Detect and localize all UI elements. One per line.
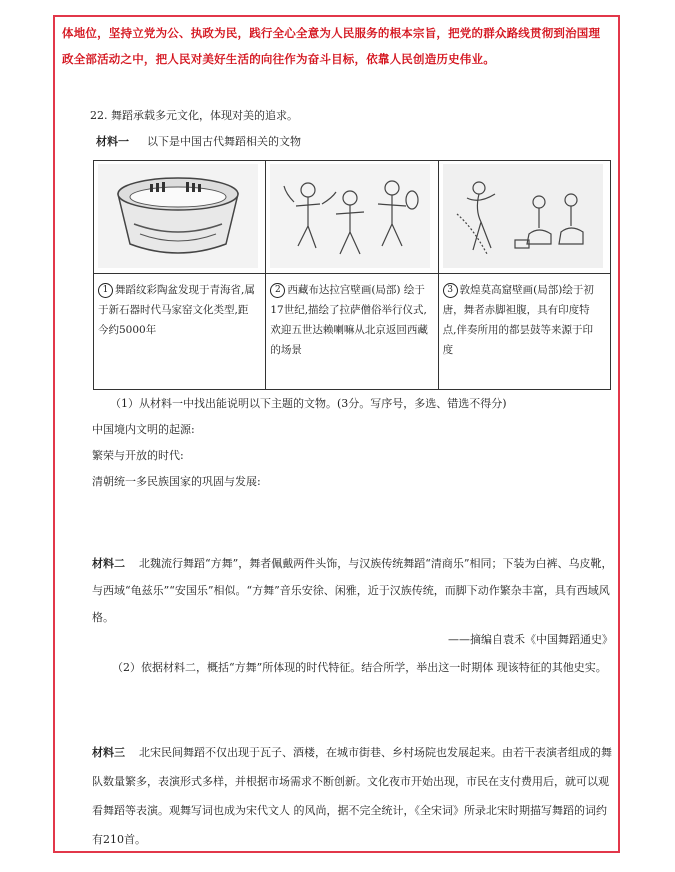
banner-line-2: 政全部活动之中，把人民对美好生活的向往作为奋斗目标，依靠人民创造历史伟业。 [62, 52, 495, 66]
dunhuang-mural-image [443, 164, 603, 268]
part-1-question: （1）从材料一中找出能说明以下主题的文物。(3分。写序号，多选、错选不得分) [110, 397, 507, 410]
pottery-basin-image [98, 164, 258, 268]
material-1-intro: 以下是中国古代舞蹈相关的文物 [147, 135, 301, 148]
answer-line-qing: 清朝统一多民族国家的巩固与发展: [92, 475, 261, 488]
material-1-label: 材料一 [96, 135, 129, 148]
banner-line-1: 体地位，坚持立党为公、执政为民，践行全心全意为人民服务的根本宗旨，把党的群众路线贯彻到治国理 [62, 26, 601, 40]
material-2-label: 材料二 [92, 557, 125, 570]
banner-text [62, 20, 617, 72]
material-2-source: ——摘编自袁禾《中国舞蹈通史》 [448, 633, 613, 646]
artifact-caption-2: 2 西藏布达拉宫壁画(局部) 绘于17世纪,描绘了拉萨僧俗举行仪式,欢迎五世达赖喇嘛从北京返回西藏的场景 [266, 274, 438, 390]
artifact-image-cell-1 [94, 161, 266, 274]
potala-mural-image [270, 164, 430, 268]
material-3-label: 材料三 [92, 746, 125, 759]
answer-line-origin: 中国境内文明的起源: [92, 423, 195, 436]
artifact-image-cell-3 [438, 161, 610, 274]
artifact-caption-3: 3 敦煌莫高窟壁画(局部)绘于初唐，舞者赤脚袒腹，具有印度特点,伴奏所用的都昙鼓等来源于印度 [438, 274, 610, 390]
material-3-text: 北宋民间舞蹈不仅出现于瓦子、酒楼，在城市街巷、乡村场院也发展起来。由若干表演者组成的舞队数量繁多，表演形式多样，并根据市场需求不断创新。文化夜市开始出现，市民在支付费用后，就可以观看舞蹈等表演。观舞写词也成为宋代文人 的风尚，据不完全统计，《全宋词》所录北宋时期描写舞蹈的词约有210首。 [92, 746, 612, 846]
material-1-header [96, 134, 301, 150]
material-2-text: 北魏流行舞蹈“方舞”，舞者佩戴两件头饰，与汉族传统舞蹈“清商乐”相同；下装为白裤、乌皮靴，与西域“龟兹乐”“安国乐”相似。“方舞”音乐安徐、闲雅，近于汉族传统，而脚下动作繁杂丰富，具有西域风格。 [92, 557, 613, 624]
question-22 [90, 108, 298, 124]
question-number: 22. [90, 109, 108, 122]
material-3 [92, 738, 617, 854]
part-2-question: （2）依据材料二，概括“方舞”所体现的时代特征。结合所学，举出这一时期体 现该特征的其他史实。 [112, 661, 607, 674]
artifact-image-cell-2 [266, 161, 438, 274]
question-stem: 舞蹈承载多元文化，体现对美的追求。 [111, 109, 298, 122]
artifact-caption-1: 1 舞蹈纹彩陶盆发现于青海省,属于新石器时代马家窑文化类型,距今约5000年 [94, 274, 266, 390]
answer-line-prosperity: 繁荣与开放的时代: [92, 449, 184, 462]
material-2 [92, 550, 617, 631]
artifact-table [93, 160, 611, 390]
